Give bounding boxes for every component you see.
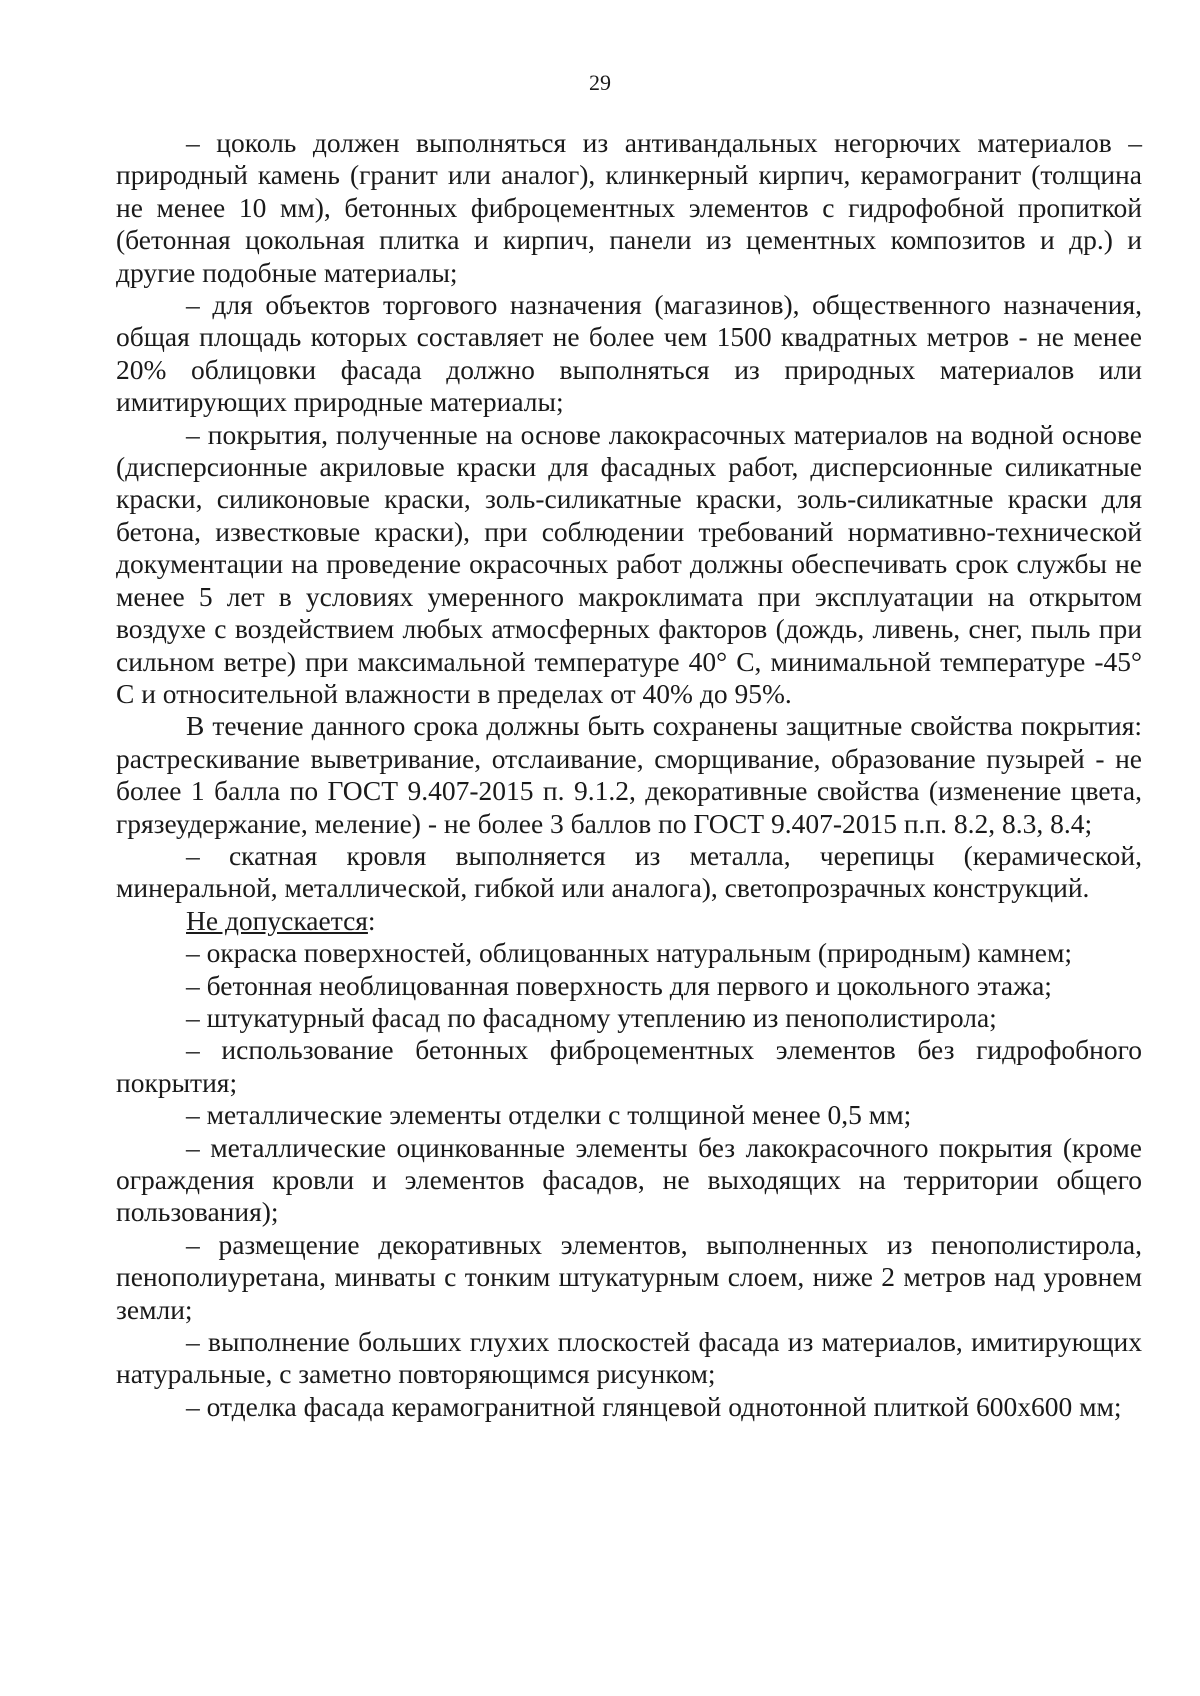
document-body <box>116 127 1142 1423</box>
paragraph-pitched-roof: – скатная кровля выполняется из металла, черепицы (керамической, минеральной, металлической, гибкой или аналога), светопрозрачных конструкций. <box>116 839 1142 904</box>
page-number: 29 <box>589 70 611 95</box>
paragraph-paint-coatings: – покрытия, полученные на основе лакокрасочных материалов на водной основе (дисперсионные акриловые краски для фасадных работ, дисперсионные силикатные краски, силиконовые краски, золь-силикатные краски, золь-силикатные краски для бетона, известковые краски), при соблюдении требований нормативно-технической документации на проведение окрасочных работ должны обеспечивать срок службы не менее 5 лет в условиях умеренного макроклимата при эксплуатации на открытом воздухе с воздействием любых атмосферных факторов (дождь, ливень, снег, пыль при сильном ветре) при максимальной температуре 40° С, минимальной температуре -45° С и относительной влажности в пределах от 40% до 95%. <box>116 418 1142 709</box>
not-allowed-heading <box>116 905 1142 937</box>
list-item: – металлические оцинкованные элементы без лакокрасочного покрытия (кроме ограждения кровли и элементов фасадов, не выходящих на территории общего пользования); <box>116 1131 1142 1228</box>
list-item: – штукатурный фасад по фасадному утеплению из пенополистирола; <box>186 1001 997 1033</box>
not-allowed-heading-colon: : <box>367 904 376 936</box>
paragraph-coating-properties: В течение данного срока должны быть сохранены защитные свойства покрытия: растрескивание выветривание, отслаивание, сморщивание, образование пузырей - не более 1 балла по ГОСТ 9.407-2015 п. 9.1.2, декоративные свойства (изменение цвета, грязеудержание, меление) - не более 3 баллов по ГОСТ 9.407-2015 п.п. 8.2, 8.3, 8.4; <box>116 710 1142 839</box>
list-item: – выполнение больших глухих плоскостей фасада из материалов, имитирующих натуральные, с заметно повторяющимся рисунком; <box>116 1326 1142 1390</box>
list-item: – бетонная необлицованная поверхность для первого и цокольного этажа; <box>186 969 1052 1001</box>
paragraph-plinth: – цоколь должен выполняться из антивандальных негорючих материалов – природный камень (гранит или аналог), клинкерный кирпич, керамогранит (толщина не менее 10 мм), бетонных фиброцементных элементов с гидрофобной пропиткой (бетонная цокольная плитка и кирпич, панели из цементных композитов и др.) и другие подобные материалы; <box>116 127 1142 288</box>
list-item: – размещение декоративных элементов, выполненных из пенополистирола, пенополиуретана, минваты с тонким штукатурным слоем, ниже 2 метров над уровнем земли; <box>116 1228 1142 1325</box>
list-item: – окраска поверхностей, облицованных натуральным (природным) камнем; <box>186 937 1073 969</box>
list-item: – металлические элементы отделки с толщиной менее 0,5 мм; <box>186 1099 912 1131</box>
paragraph-commercial-objects: – для объектов торгового назначения (магазинов), общественного назначения, общая площадь которых составляет не более чем 1500 квадратных метров - не менее 20% облицовки фасада должно выполняться из природных материалов или имитирующих природные материалы; <box>116 289 1142 418</box>
list-item: – использование бетонных фиброцементных элементов без гидрофобного покрытия; <box>116 1034 1142 1098</box>
not-allowed-heading-text: Не допускается <box>186 904 368 936</box>
list-item: – отделка фасада керамогранитной глянцевой однотонной плиткой 600x600 мм; <box>186 1390 1122 1422</box>
